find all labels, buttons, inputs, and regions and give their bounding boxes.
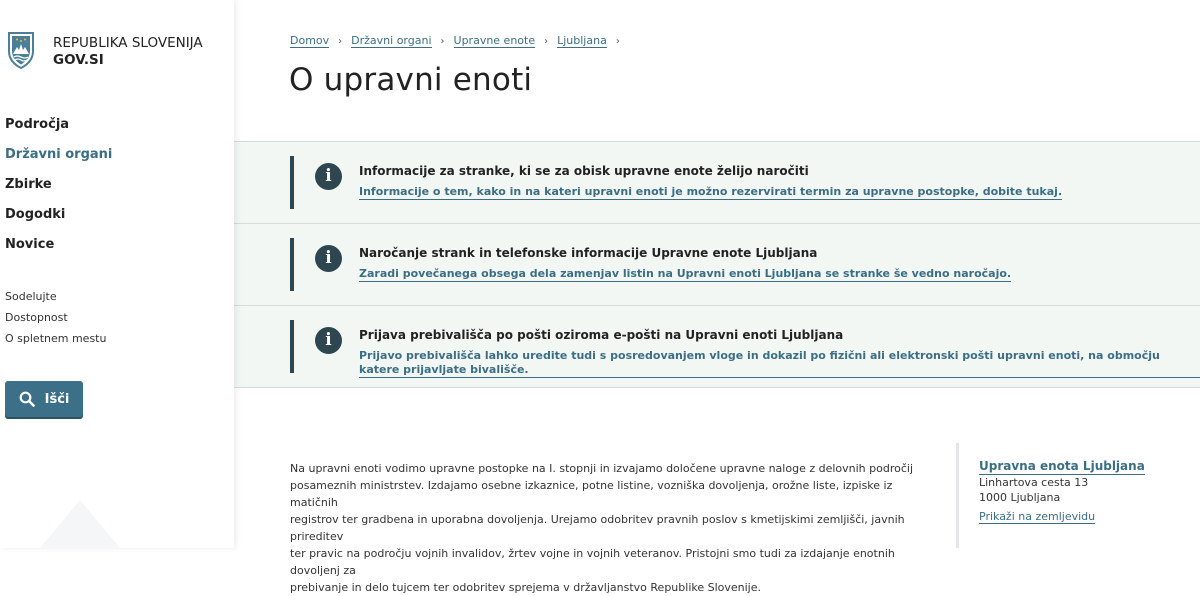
sidebar	[0, 0, 234, 548]
chevron-right-icon: ›	[615, 35, 620, 47]
main-nav	[5, 117, 112, 267]
main-content	[234, 0, 1200, 594]
nav-link-dostopnost[interactable]: Dostopnost	[5, 311, 68, 324]
breadcrumb-link-drzavni-organi[interactable]: Državni organi	[351, 34, 432, 47]
nav-item-drzavni-organi[interactable]: Državni organi	[5, 147, 113, 162]
intro-line: posameznih ministrstev. Izdajamo osebne izkaznice, potne listine, vozniška dovoljenja, orožne liste, izpiske iz matičnih	[290, 479, 893, 509]
brand-line-2: GOV.SI	[53, 52, 104, 68]
notice-list	[234, 141, 1200, 388]
intro-line: prebivanje in delo tujcem ter odobritev sprejema v državljanstvo Republike Slovenije.	[290, 581, 762, 594]
notice-accent-bar	[290, 156, 294, 209]
chevron-right-icon: ›	[338, 35, 343, 47]
info-icon: i	[315, 245, 342, 272]
notice-link[interactable]: Prijavo prebivališča lahko uredite tudi s posredovanjem vloge in dokazil po fizični ali elektronski pošti upravni enoti, na območju katere prijavljate bivališče.	[359, 349, 1200, 378]
intro-line: ter pravic na področju vojnih invalidov, žrtev vojne in vojnih veteranov. Pristojni smo tudi za izdajanje enotnih dovoljenj za	[290, 547, 895, 577]
brand-link[interactable]	[53, 35, 203, 69]
notice-accent-bar	[290, 238, 294, 291]
intro-line: Na upravni enoti vodimo upravne postopke na I. stopnji in izvajamo določene upravne naloge z delovnih področij	[290, 462, 914, 475]
breadcrumb	[290, 34, 620, 48]
search-icon	[19, 391, 35, 407]
notice	[234, 223, 1200, 305]
notice-link[interactable]: Informacije o tem, kako in na kateri upravni enoti je možno rezervirati termin za upravne postopke, dobite tukaj.	[359, 185, 1063, 198]
search-button-label: Išči	[44, 391, 70, 407]
decorative-shape	[40, 500, 120, 548]
notice-accent-bar	[290, 320, 294, 373]
breadcrumb-link-ljubljana[interactable]: Ljubljana	[557, 34, 607, 47]
intro-paragraph	[290, 460, 915, 596]
notice-title: Informacije za stranke, ki se za obisk upravne enote želijo naročiti	[359, 164, 809, 178]
map-link[interactable]: Prikaži na zemljevidu	[979, 510, 1096, 523]
nav-item-podrocja[interactable]: Področja	[5, 117, 70, 132]
contact-city: 1000 Ljubljana	[979, 491, 1061, 504]
notice	[234, 141, 1200, 223]
breadcrumb-link-domov[interactable]: Domov	[290, 34, 330, 47]
coat-of-arms-icon[interactable]	[7, 31, 35, 69]
breadcrumb-link-upravne-enote[interactable]: Upravne enote	[453, 34, 536, 47]
notice-title: Naročanje strank in telefonske informacije Upravne enote Ljubljana	[359, 246, 818, 260]
nav-link-o-spletnem-mestu[interactable]: O spletnem mestu	[5, 332, 107, 345]
info-icon: i	[315, 163, 342, 190]
chevron-right-icon: ›	[440, 35, 445, 47]
contact-street: Linhartova cesta 13	[979, 476, 1089, 489]
notice-title: Prijava prebivališča po pošti oziroma e-pošti na Upravni enoti Ljubljana	[359, 328, 844, 342]
contact-card	[956, 443, 1196, 548]
nav-item-zbirke[interactable]: Zbirke	[5, 177, 52, 192]
info-icon: i	[315, 327, 342, 354]
search-button[interactable]	[5, 381, 83, 417]
brand-line-1: REPUBLIKA SLOVENIJA	[53, 35, 203, 51]
page-title: O upravni enoti	[289, 62, 533, 98]
nav-link-sodelujte[interactable]: Sodelujte	[5, 290, 57, 303]
notice-link[interactable]: Zaradi povečanega obsega dela zamenjav listin na Upravni enoti Ljubljana se stranke še vedno naročajo.	[359, 267, 1012, 280]
secondary-nav	[5, 290, 106, 353]
nav-item-novice[interactable]: Novice	[5, 237, 55, 252]
contact-name-link[interactable]: Upravna enota Ljubljana	[979, 459, 1145, 473]
notice	[234, 305, 1200, 388]
nav-item-dogodki[interactable]: Dogodki	[5, 207, 66, 222]
intro-line: registrov ter gradbena in uporabna dovoljenja. Urejamo odobritev pravnih poslov s kmetijskimi zemljišči, javnih prireditev	[290, 513, 905, 543]
chevron-right-icon: ›	[544, 35, 549, 47]
